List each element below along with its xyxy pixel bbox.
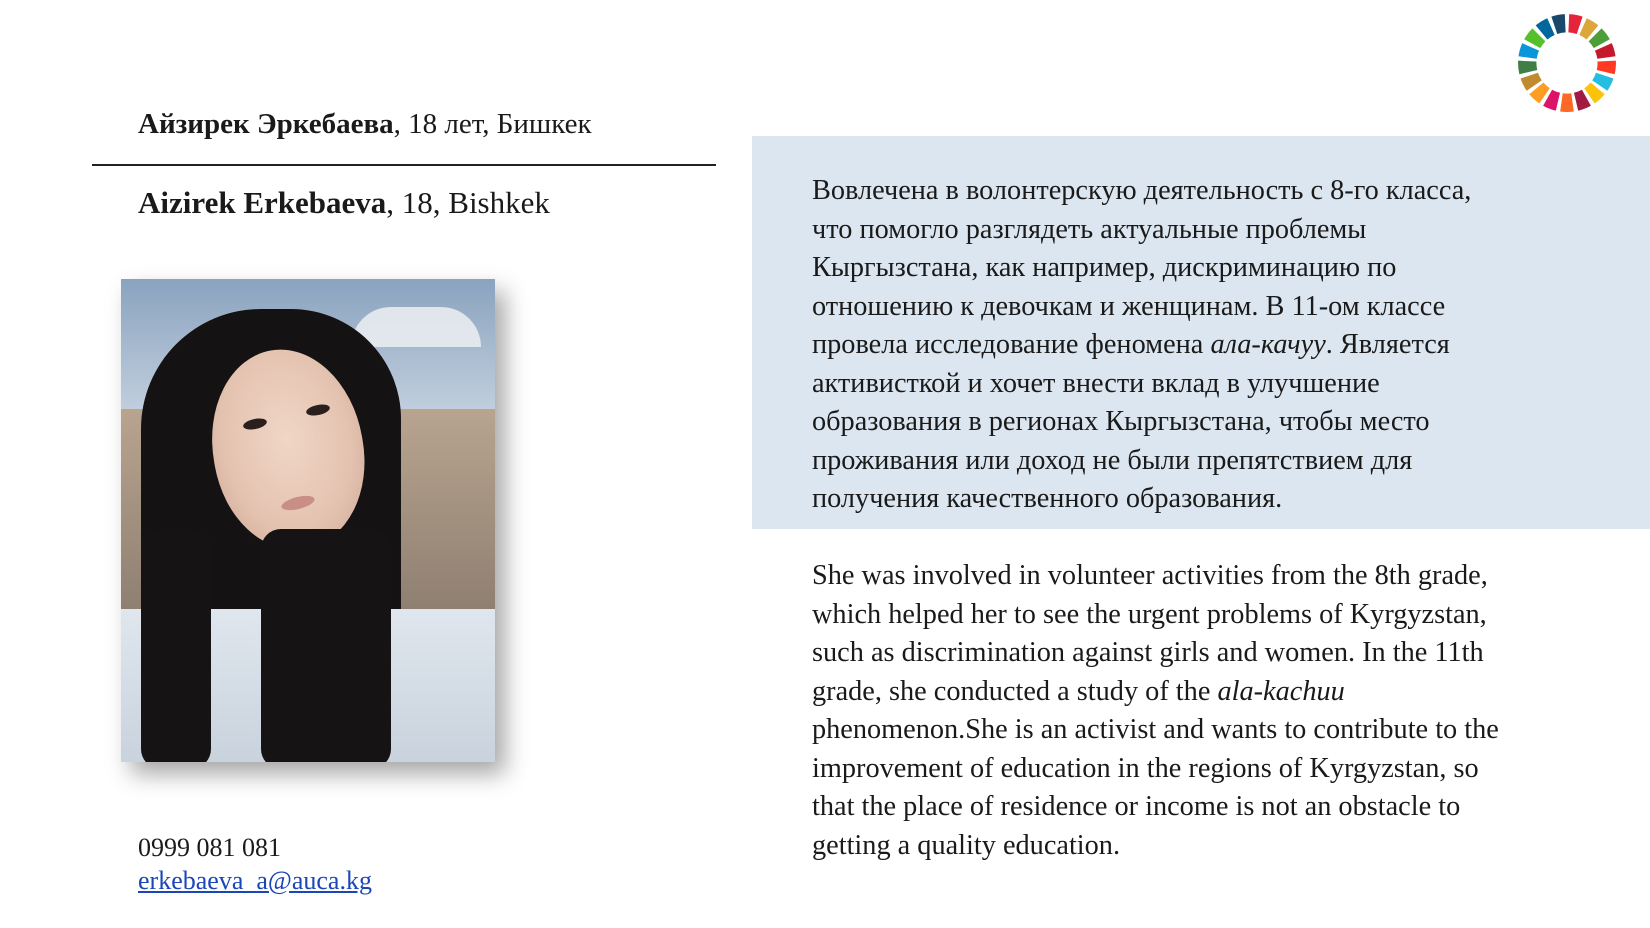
bio-en-line: such as discrimination against girls and women. In the 11th bbox=[812, 637, 1484, 668]
name-en-line bbox=[138, 185, 550, 221]
sdg-wheel-segment bbox=[1568, 14, 1582, 34]
sdg-wheel-segment bbox=[1597, 61, 1616, 75]
sdg-wheel-segment bbox=[1551, 14, 1565, 34]
bio-ru-line: активисткой и хочет внести вклад в улучшение bbox=[812, 367, 1380, 399]
bio-ru-line bbox=[812, 326, 1612, 365]
sdg-wheel-segment bbox=[1560, 93, 1574, 112]
profile-photo bbox=[121, 279, 495, 762]
bio-ru-line: Вовлечена в волонтерскую деятельность с 8-го класса, bbox=[812, 175, 1472, 206]
phone-number: 0999 081 081 bbox=[138, 833, 281, 862]
bio-ru-line: получения качественного образования. bbox=[812, 483, 1283, 514]
name-ru: Айзирек Эркебаева bbox=[138, 108, 394, 140]
name-ru-line bbox=[138, 108, 592, 141]
bio-en-line: that the place of residence or income is not an obstacle to bbox=[812, 791, 1461, 822]
bio-ru-line: что помогло разглядеть актуальные проблемы bbox=[812, 213, 1367, 245]
name-en: Aizirek Erkebaeva bbox=[138, 185, 387, 220]
bio-en-term: ala-kachuu bbox=[1217, 675, 1345, 707]
details-en: , 18, Bishkek bbox=[386, 185, 550, 220]
bio-en-line4-before: grade, she conducted a study of the bbox=[812, 675, 1218, 707]
sdg-wheel-segment bbox=[1518, 61, 1537, 75]
bio-ru-line: образования в регионах Кыргызстана, чтобы место bbox=[812, 406, 1430, 437]
bio-en-line: improvement of education in the regions of Kyrgyzstan, so bbox=[812, 752, 1479, 784]
title-divider bbox=[92, 164, 716, 166]
sdg-wheel-logo bbox=[1516, 12, 1618, 114]
bio-ru-line: отношению к девочкам и женщинам. В 11-ом классе bbox=[812, 290, 1446, 322]
bio-ru-text bbox=[812, 172, 1612, 519]
bio-en-text bbox=[812, 557, 1612, 865]
details-ru: , 18 лет, Бишкек bbox=[393, 108, 592, 140]
bio-ru-line: Кыргызстана, как например, дискриминацию по bbox=[812, 252, 1397, 283]
bio-en-line: phenomenon.She is an activist and wants to contribute to the bbox=[812, 714, 1499, 745]
bio-en-line: She was involved in volunteer activities from the 8th grade, bbox=[812, 560, 1488, 591]
bio-en-line: getting a quality education. bbox=[812, 829, 1121, 861]
bio-en-line bbox=[812, 673, 1612, 712]
bio-ru-line5-before: провела исследование феномена bbox=[812, 329, 1211, 360]
bio-ru-line5-after: . Является bbox=[1325, 329, 1450, 360]
bio-en-line: which helped her to see the urgent problems of Kyrgyzstan, bbox=[812, 598, 1487, 630]
bio-ru-line: проживания или доход не были препятствием для bbox=[812, 444, 1413, 476]
email-link[interactable]: erkebaeva_a@auca.kg bbox=[138, 866, 372, 895]
bio-ru-term: ала-качуу bbox=[1210, 329, 1326, 360]
